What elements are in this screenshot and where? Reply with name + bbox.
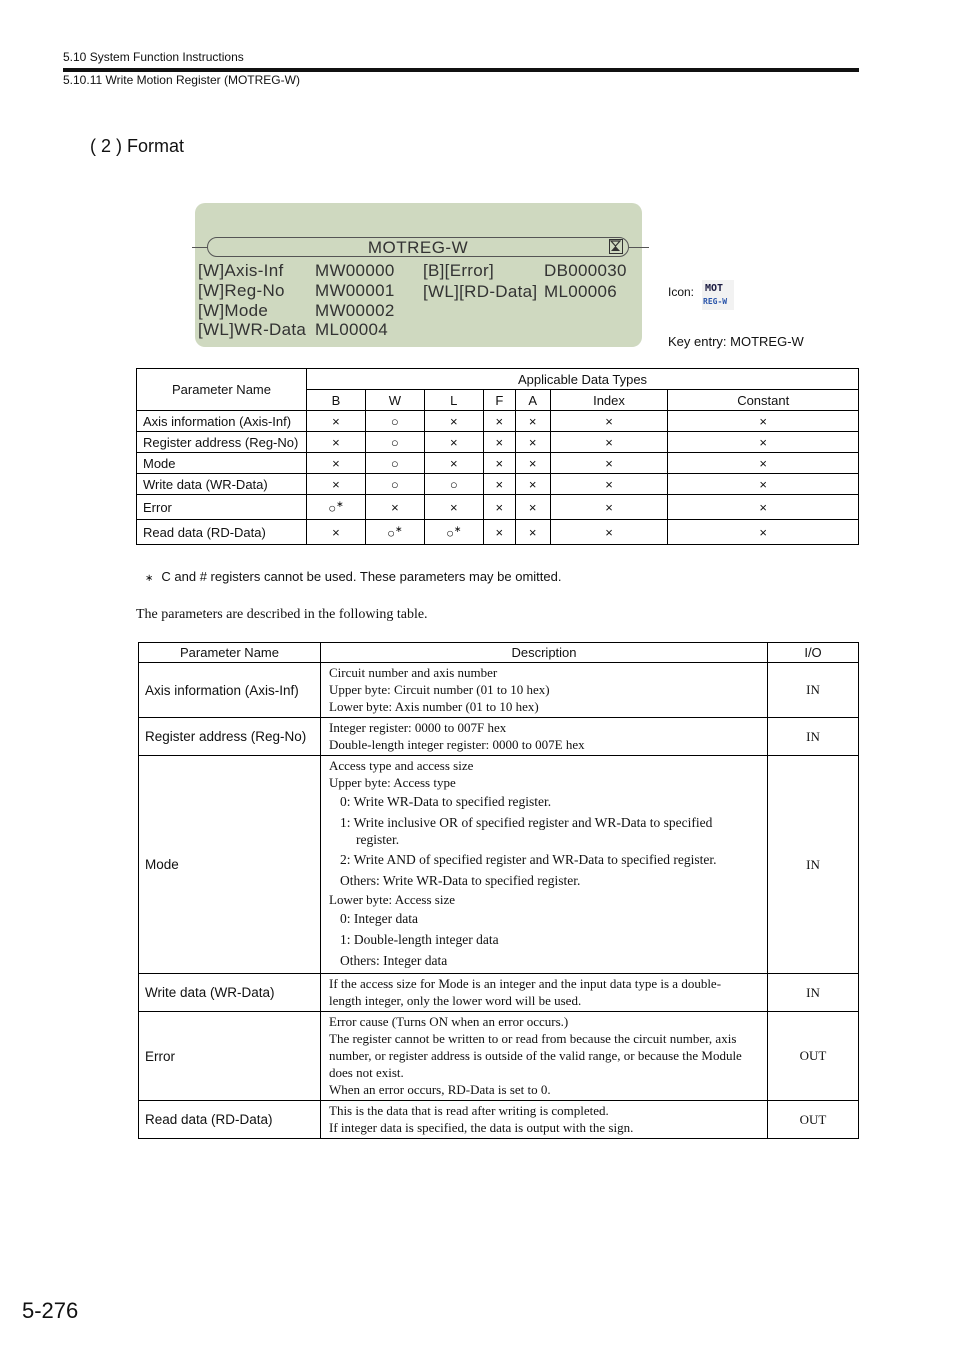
row-parameter-name: Register address (Reg-No) [139,718,321,756]
type-mark: ○ [390,455,399,471]
input-wire [192,247,208,248]
row-io: OUT [768,1101,859,1139]
type-cell [668,520,859,545]
type-mark: × [332,434,340,450]
table-row [137,520,859,545]
description-line: Upper byte: Access type [329,775,456,790]
table-row [139,663,859,718]
param-name-header: Parameter Name [137,369,307,411]
param-value-reg-no: MW00001 [315,281,395,300]
table-row [137,495,859,520]
table-row [139,1012,859,1101]
output-value-rd-data: ML00006 [544,282,617,301]
format-heading: ( 2 ) Format [90,136,185,156]
type-cell [307,520,366,545]
type-cell [550,474,668,495]
row-description [321,663,768,718]
description-line: This is the data that is read after writing is completed. [329,1103,609,1118]
section-header: 5.10 System Function Instructions [63,50,244,64]
table-row [139,1101,859,1139]
subsection-header: 5.10.11 Write Motion Register (MOTREG-W) [63,73,300,87]
row-description [321,1101,768,1139]
type-mark: × [528,499,537,515]
type-cell [307,432,366,453]
description-line: Access type and access size [329,758,474,773]
type-mark: × [528,434,537,450]
type-cell [483,495,515,520]
type-cell [424,453,483,474]
description-line: 0: Write WR-Data to specified register. [340,794,552,809]
type-cell [424,432,483,453]
type-mark: × [449,499,458,515]
footnote-ref: ∗ [395,523,403,534]
type-mark: ○ [387,525,396,541]
type-mark: × [528,524,537,540]
type-cell [668,411,859,432]
footnote-text: C and # registers cannot be used. These parameters may be omitted. [161,569,562,584]
type-mark: ○ [328,500,337,516]
type-mark: × [605,434,613,450]
type-cell [668,453,859,474]
param-value-wr-data: ML00004 [315,320,388,339]
icon-label: Icon: [668,285,695,299]
type-cell [307,411,366,432]
header-parameter-name: Parameter Name [139,643,321,663]
type-cell [307,453,366,474]
description-line: 1: Write inclusive OR of specified register and WR-Data to specified [340,815,713,830]
output-label-error: [B][Error] [423,261,495,280]
type-mark: ○ [390,476,399,492]
type-cell [424,411,483,432]
type-mark: ○ [390,413,399,429]
type-column-header: B [307,390,366,411]
type-cell [424,495,483,520]
applicable-types-header: Applicable Data Types [307,369,859,390]
type-cell [483,432,515,453]
type-mark: × [495,413,504,429]
type-mark: × [759,455,767,471]
table-row [137,453,859,474]
param-label-wr-data: [WL]WR-Data [198,320,307,339]
description-line: Error cause (Turns ON when an error occurs.) [329,1014,569,1029]
param-value-mode: MW00002 [315,301,395,320]
type-cell [515,411,550,432]
type-mark: × [605,524,613,540]
row-parameter-name: Error [139,1012,321,1101]
type-mark: × [495,455,504,471]
type-cell [515,495,550,520]
row-parameter-name: Mode [137,453,307,474]
type-cell [483,474,515,495]
row-parameter-name: Axis information (Axis-Inf) [137,411,307,432]
type-mark: × [332,524,340,540]
output-value-error: DB000030 [544,261,627,280]
footnote-ref: ∗ [336,498,344,509]
type-mark: × [332,413,340,429]
row-description [321,756,768,974]
description-line: 2: Write AND of specified register and WR-Data to specified register. [340,852,717,867]
type-mark: × [759,499,767,515]
row-io: IN [768,663,859,718]
type-mark: × [759,476,767,492]
description-line: length integer, only the lower word will be used. [329,993,582,1008]
type-mark: × [495,434,504,450]
type-cell [515,432,550,453]
table-row [137,411,859,432]
param-value-axis-inf: MW00000 [315,261,395,280]
type-cell [550,495,668,520]
footnote [145,569,561,584]
description-line: register. [356,832,400,847]
type-cell [550,453,668,474]
type-mark: × [449,455,458,471]
row-parameter-name: Mode [139,756,321,974]
row-io: IN [768,756,859,974]
type-column-header: W [365,390,424,411]
type-cell [483,453,515,474]
footnote-ref: ∗ [453,523,462,534]
type-cell [668,495,859,520]
description-line: If the access size for Mode is an integer and the input data type is a double- [329,976,722,991]
type-cell [307,495,366,520]
table-row [139,718,859,756]
type-cell [424,520,483,545]
description-line: 1: Double-length integer data [340,932,499,947]
type-mark: × [495,524,504,540]
header-description: Description [321,643,768,663]
type-cell [365,432,424,453]
output-label-rd-data: [WL][RD-Data] [423,282,538,301]
type-mark: × [605,413,613,429]
type-column-header: L [424,390,483,411]
header-io: I/O [768,643,859,663]
type-cell [668,432,859,453]
type-mark: × [449,434,458,450]
row-io: IN [768,718,859,756]
type-cell [515,474,550,495]
description-line: does not exist. [329,1065,404,1080]
motreg-w-icon [702,280,734,310]
type-cell [550,520,668,545]
row-description [321,974,768,1012]
row-parameter-name: Write data (WR-Data) [139,974,321,1012]
type-mark: × [759,434,767,450]
type-mark: ○ [449,476,458,492]
type-cell [365,411,424,432]
row-parameter-name: Error [137,495,307,520]
type-mark: ○ [390,434,399,450]
type-mark: × [528,413,537,429]
output-wire [629,247,649,248]
description-line: 0: Integer data [340,911,418,926]
type-mark: × [528,455,537,471]
type-cell [365,495,424,520]
table-row [139,756,859,974]
type-mark: × [391,499,399,515]
type-cell [515,453,550,474]
row-io: OUT [768,1012,859,1101]
description-line: Double-length integer register: 0000 to 007E hex [329,737,585,752]
key-entry: Key entry: MOTREG-W [668,334,804,349]
type-column-header: F [483,390,515,411]
description-line: Integer register: 0000 to 007F hex [329,720,507,735]
description-line: If integer data is specified, the data is output with the sign. [329,1120,634,1135]
row-parameter-name: Register address (Reg-No) [137,432,307,453]
type-mark: × [332,455,340,471]
type-mark: × [605,499,613,515]
table-row [137,474,859,495]
row-parameter-name: Axis information (Axis-Inf) [139,663,321,718]
type-cell [483,520,515,545]
description-line: Others: Write WR-Data to specified register. [340,873,581,888]
type-mark: × [449,413,458,429]
type-cell [424,474,483,495]
type-column-header: A [515,390,550,411]
type-column-header: Index [550,390,668,411]
type-mark: ○ [446,525,454,541]
description-line: When an error occurs, RD-Data is set to 0. [329,1082,551,1097]
type-cell [365,474,424,495]
type-cell [365,453,424,474]
page-number: 5-276 [22,1298,79,1323]
type-cell [550,432,668,453]
description-line: Others: Integer data [340,953,448,968]
type-cell [550,411,668,432]
type-cell [365,520,424,545]
param-label-axis-inf: [W]Axis-Inf [198,261,284,280]
row-io: IN [768,974,859,1012]
parameter-description-table [138,642,859,1139]
description-line: number, or register address is outside of the valid range, or because the Module [329,1048,742,1063]
type-mark: × [759,413,767,429]
expand-icon [609,239,623,254]
table-row [137,432,859,453]
type-mark: × [605,476,613,492]
row-description [321,1012,768,1101]
type-mark: × [495,499,504,515]
type-cell [668,474,859,495]
type-mark: × [332,476,340,492]
param-label-reg-no: [W]Reg-No [198,281,285,300]
type-cell [307,474,366,495]
footnote-mark: ∗ [145,573,154,584]
type-cell [483,411,515,432]
row-parameter-name: Write data (WR-Data) [137,474,307,495]
icon-top-text: MOT [705,283,724,294]
instruction-bar [207,237,629,257]
description-line: Lower byte: Access size [329,892,455,907]
table-row [139,974,859,1012]
intro-text: The parameters are described in the following table. [136,607,428,622]
description-line: The register cannot be written to or read from because the circuit number, axis [329,1031,737,1046]
data-types-table [136,368,859,545]
type-column-header: Constant [668,390,859,411]
description-line: Upper byte: Circuit number (01 to 10 hex) [329,682,550,697]
row-parameter-name: Read data (RD-Data) [139,1101,321,1139]
instruction-name: MOTREG-W [367,238,469,257]
type-mark: × [759,524,767,540]
type-mark: × [495,476,504,492]
description-line: Circuit number and axis number [329,665,498,680]
type-mark: × [605,455,613,471]
description-line: Lower byte: Axis number (01 to 10 hex) [329,699,539,714]
header-rule [63,68,859,72]
row-parameter-name: Read data (RD-Data) [137,520,307,545]
type-cell [515,520,550,545]
type-mark: × [528,476,537,492]
icon-bottom-text: REG-W [703,297,728,306]
row-description [321,718,768,756]
param-label-mode: [W]Mode [198,301,269,320]
